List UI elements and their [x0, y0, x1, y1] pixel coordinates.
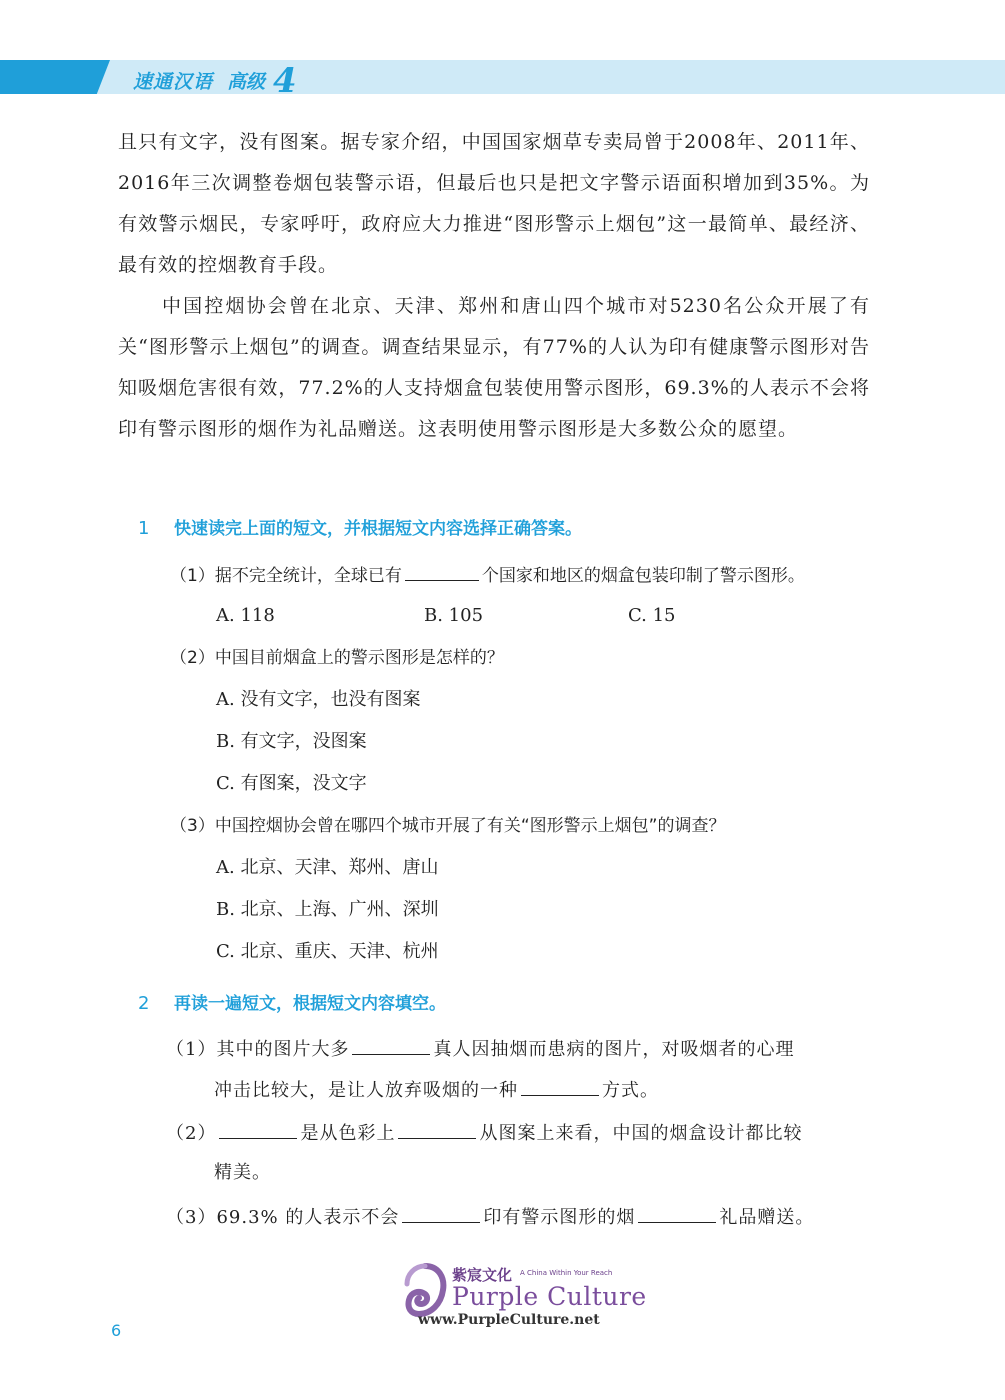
- ex1-question-1: [170, 560, 805, 590]
- book-title-text: 速通汉语: [133, 71, 214, 93]
- book-level-number: 4: [273, 61, 297, 101]
- ex1-q1-blank[interactable]: [405, 560, 479, 581]
- watermark-chinese: 紫宸文化: [452, 1266, 513, 1284]
- page-number: 6: [111, 1321, 122, 1340]
- ex2-q3-label: （3）: [166, 1207, 217, 1228]
- ex2-q1-blank-1[interactable]: [352, 1034, 430, 1055]
- ex1-q1-label: （1）: [170, 566, 215, 586]
- ex2-q1-text-4: 方式。: [602, 1080, 659, 1101]
- passage-paragraph-2: 中国控烟协会曾在北京、天津、郑州和唐山四个城市对5230名公众开展了有关“图形警示上烟包”的调查。调查结果显示，有77%的人认为印有健康警示图形对告知吸烟危害很有效，77.2%的人支持烟盒包装使用警示图形，69.3%的人表示不会将印有警示图形的烟作为礼品赠送。这表明使用警示图形是大多数公众的愿望。: [118, 295, 870, 440]
- ex2-question-2-line-2: [214, 1159, 271, 1187]
- ex2-q2-blank-2[interactable]: [398, 1118, 476, 1139]
- exercise-2-heading: [138, 991, 446, 1017]
- ex1-q2-option-b[interactable]: B. 有文字，没图案: [216, 731, 367, 752]
- ex2-question-2-line-1: [166, 1118, 802, 1148]
- ex1-q1-option-c[interactable]: C. 15: [628, 605, 676, 626]
- book-level-label: 高级: [227, 71, 266, 93]
- ex2-q3-text-3: 礼品赠送。: [719, 1207, 815, 1228]
- ex1-q1-text-before: 据不完全统计，全球已有: [214, 566, 402, 586]
- ex2-q2-blank-1[interactable]: [219, 1118, 297, 1139]
- ex2-question-1-line-2: [214, 1075, 659, 1105]
- ex1-q1-option-a[interactable]: A. 118: [216, 605, 275, 626]
- book-title: [133, 61, 297, 101]
- ex1-q2-text: 中国目前烟盒上的警示图形是怎样的？: [214, 648, 504, 668]
- ex2-question-1-line-1: [166, 1034, 794, 1064]
- ex1-q3-label: （3）: [170, 816, 215, 836]
- ex2-q1-text-1: 其中的图片大多: [216, 1039, 350, 1060]
- ex2-q1-text-3: 冲击比较大，是让人放弃吸烟的一种: [214, 1080, 518, 1101]
- ex1-q1-option-b[interactable]: B. 105: [424, 605, 484, 626]
- ex1-q3-text: 中国控烟协会曾在哪四个城市开展了有关“图形警示上烟包”的调查？: [214, 816, 726, 836]
- ex2-q2-label: （2）: [166, 1123, 217, 1144]
- ex2-q3-text-1: 69.3% 的人表示不会: [216, 1207, 400, 1228]
- ex1-q2-option-c[interactable]: C. 有图案，没文字: [216, 773, 367, 794]
- ex1-q2-option-a[interactable]: A. 没有文字，也没有图案: [216, 689, 421, 710]
- exercise-1-heading: [138, 516, 582, 542]
- ex1-q3-option-a[interactable]: A. 北京、天津、郑州、唐山: [216, 857, 439, 878]
- exercise-2-instruction: 再读一遍短文，根据短文内容填空。: [174, 994, 446, 1014]
- ex2-q3-text-2: 印有警示图形的烟: [483, 1207, 636, 1228]
- ex2-q2-text-1: 是从色彩上: [300, 1123, 396, 1144]
- ex2-q1-blank-2[interactable]: [521, 1075, 599, 1096]
- ex1-question-2: [170, 644, 504, 672]
- ex1-q3-option-b[interactable]: B. 北京、上海、广州、深圳: [216, 899, 439, 920]
- purple-culture-logo-icon: [403, 1262, 447, 1318]
- watermark-tagline: A China Within Your Reach: [520, 1269, 613, 1277]
- ex1-q2-label: （2）: [170, 648, 215, 668]
- reading-passage: [118, 122, 870, 450]
- ex2-question-3: [166, 1202, 814, 1232]
- ex2-q1-label: （1）: [166, 1039, 217, 1060]
- passage-paragraph-1: 且只有文字，没有图案。据专家介绍，中国国家烟草专卖局曾于2008年、2011年、2016年三次调整卷烟包装警示语，但最后也只是把文字警示语面积增加到35%。为有效警示烟民，专家呼吁，政府应大力推进“图形警示上烟包”这一最简单、最经济、最有效的控烟教育手段。: [118, 131, 870, 276]
- header-accent-tab: [0, 60, 110, 94]
- exercise-1-number: 1: [138, 518, 150, 539]
- ex2-q2-text-3: 精美。: [214, 1162, 271, 1183]
- ex2-q1-text-2: 真人因抽烟而患病的图片，对吸烟者的心理: [433, 1039, 795, 1060]
- ex1-question-3: [170, 812, 725, 840]
- ex2-q3-blank-1[interactable]: [402, 1202, 480, 1223]
- exercise-2-number: 2: [138, 993, 150, 1014]
- watermark-url: www.PurpleCulture.net: [418, 1312, 600, 1328]
- ex2-q2-text-2: 从图案上来看，中国的烟盒设计都比较: [479, 1123, 803, 1144]
- exercise-1-instruction: 快速读完上面的短文，并根据短文内容选择正确答案。: [174, 519, 582, 539]
- ex1-q3-option-c[interactable]: C. 北京、重庆、天津、杭州: [216, 941, 439, 962]
- ex1-q1-text-after: 个国家和地区的烟盒包装印制了警示图形。: [481, 566, 805, 586]
- ex2-q3-blank-2[interactable]: [638, 1202, 716, 1223]
- watermark-english: Purple Culture: [452, 1282, 647, 1311]
